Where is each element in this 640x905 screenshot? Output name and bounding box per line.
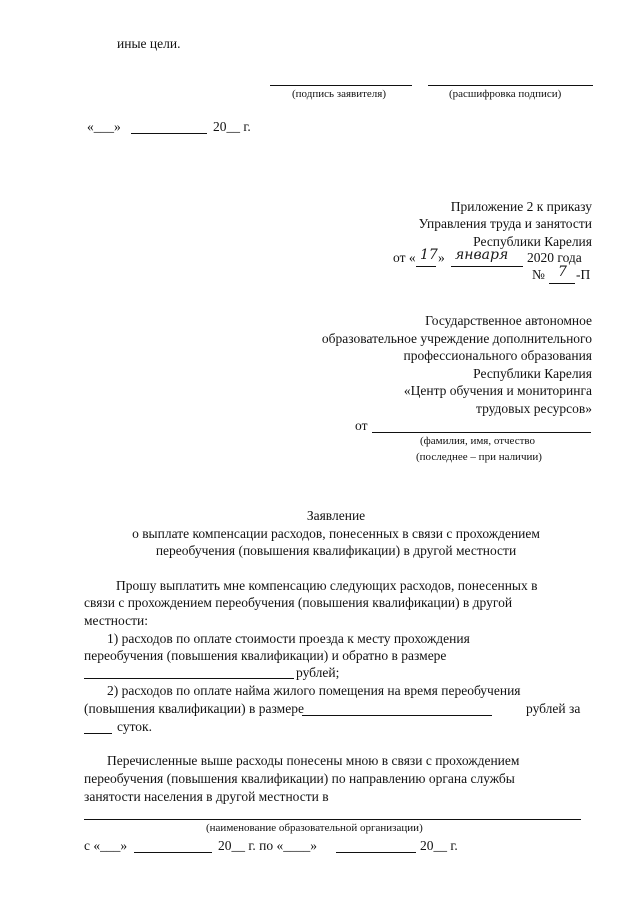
transcript-caption: (расшифровка подписи) [449, 88, 562, 100]
travel-cost-amount-line [84, 678, 294, 679]
organization-caption: (наименование образовательной организации) [206, 822, 423, 834]
addressee-line-3: профессионального образования [403, 348, 592, 363]
date-year-field: 20__ г. [213, 119, 251, 134]
body-line-1: Прошу выплатить мне компенсацию следующих расходов, понесенных в [116, 578, 538, 593]
addressee-line-1: Государственное автономное [425, 313, 592, 328]
order-month-line [451, 266, 523, 267]
handwritten-month: января [455, 247, 509, 263]
appendix-line-3: Республики Карелия [473, 234, 592, 249]
period-start-prefix: с «___» [84, 838, 128, 853]
item2-line-2a: (повышения квалификации) в размере [84, 701, 304, 716]
days-count-line [84, 733, 112, 734]
order-number-sign: № [532, 267, 545, 282]
transcript-line [428, 85, 593, 86]
addressee-line-4: Республики Карелия [473, 366, 592, 381]
body2-line-3: занятости населения в другой местности в [84, 789, 329, 804]
period-end-month-line [336, 852, 416, 853]
name-caption-2: (последнее – при наличии) [416, 451, 542, 463]
handwritten-day: 17 [420, 247, 438, 263]
body-line-3: местности: [84, 613, 148, 628]
date-month-line [131, 133, 207, 134]
previous-page-fragment: иные цели. [117, 36, 181, 51]
signature-caption: (подпись заявителя) [292, 88, 387, 100]
order-number-line [549, 283, 575, 284]
appendix-line-1: Приложение 2 к приказу [450, 199, 592, 214]
name-caption-1: (фамилия, имя, отчество [420, 435, 536, 447]
document-title: Заявление [306, 508, 366, 523]
signature-line [270, 85, 412, 86]
date-day-field: «___» [87, 119, 121, 134]
addressee-line-5: «Центр обучения и мониторинга [403, 383, 592, 398]
order-date-year: 2020 года [527, 250, 582, 265]
item1-line-2: переобучения (повышения квалификации) и обратно в размере [84, 648, 447, 663]
order-date-mid: » [438, 250, 445, 265]
order-number-suffix: -П [576, 267, 591, 282]
document-subtitle-1: о выплате компенсации расходов, понесенных в связи с прохождением [132, 526, 540, 541]
appendix-line-2: Управления труда и занятости [418, 216, 592, 231]
period-start-month-line [134, 852, 212, 853]
item2-line-1: 2) расходов по оплате найма жилого помещения на время переобучения [107, 683, 521, 698]
addressee-line-2: образовательное учреждение дополнительного [321, 331, 592, 346]
addressee-line-6: трудовых ресурсов» [476, 401, 592, 416]
document-subtitle-2: переобучения (повышения квалификации) в другой местности [155, 543, 517, 558]
period-end-year: 20__ г. [420, 838, 458, 853]
organization-name-line [84, 819, 581, 820]
body2-line-1: Перечисленные выше расходы понесены мною в связи с прохождением [107, 753, 520, 768]
period-middle: 20__ г. по «____» [218, 838, 317, 853]
housing-cost-amount-line [302, 715, 492, 716]
item1-line-1: 1) расходов по оплате стоимости проезда к месту прохождения [107, 631, 470, 646]
body-line-2: связи с прохождением переобучения (повышения квалификации) в другой [84, 595, 513, 610]
order-date-prefix: от « [393, 250, 416, 265]
applicant-name-line [372, 432, 591, 433]
item2-line-3: суток. [117, 719, 152, 734]
body2-line-2: переобучения (повышения квалификации) по направлению органа службы [84, 771, 515, 786]
item2-line-2b: рублей за [526, 701, 581, 716]
item1-line-3: рублей; [296, 665, 340, 680]
handwritten-number: 7 [558, 264, 567, 280]
from-label: от [355, 418, 368, 433]
order-day-line [416, 266, 436, 267]
